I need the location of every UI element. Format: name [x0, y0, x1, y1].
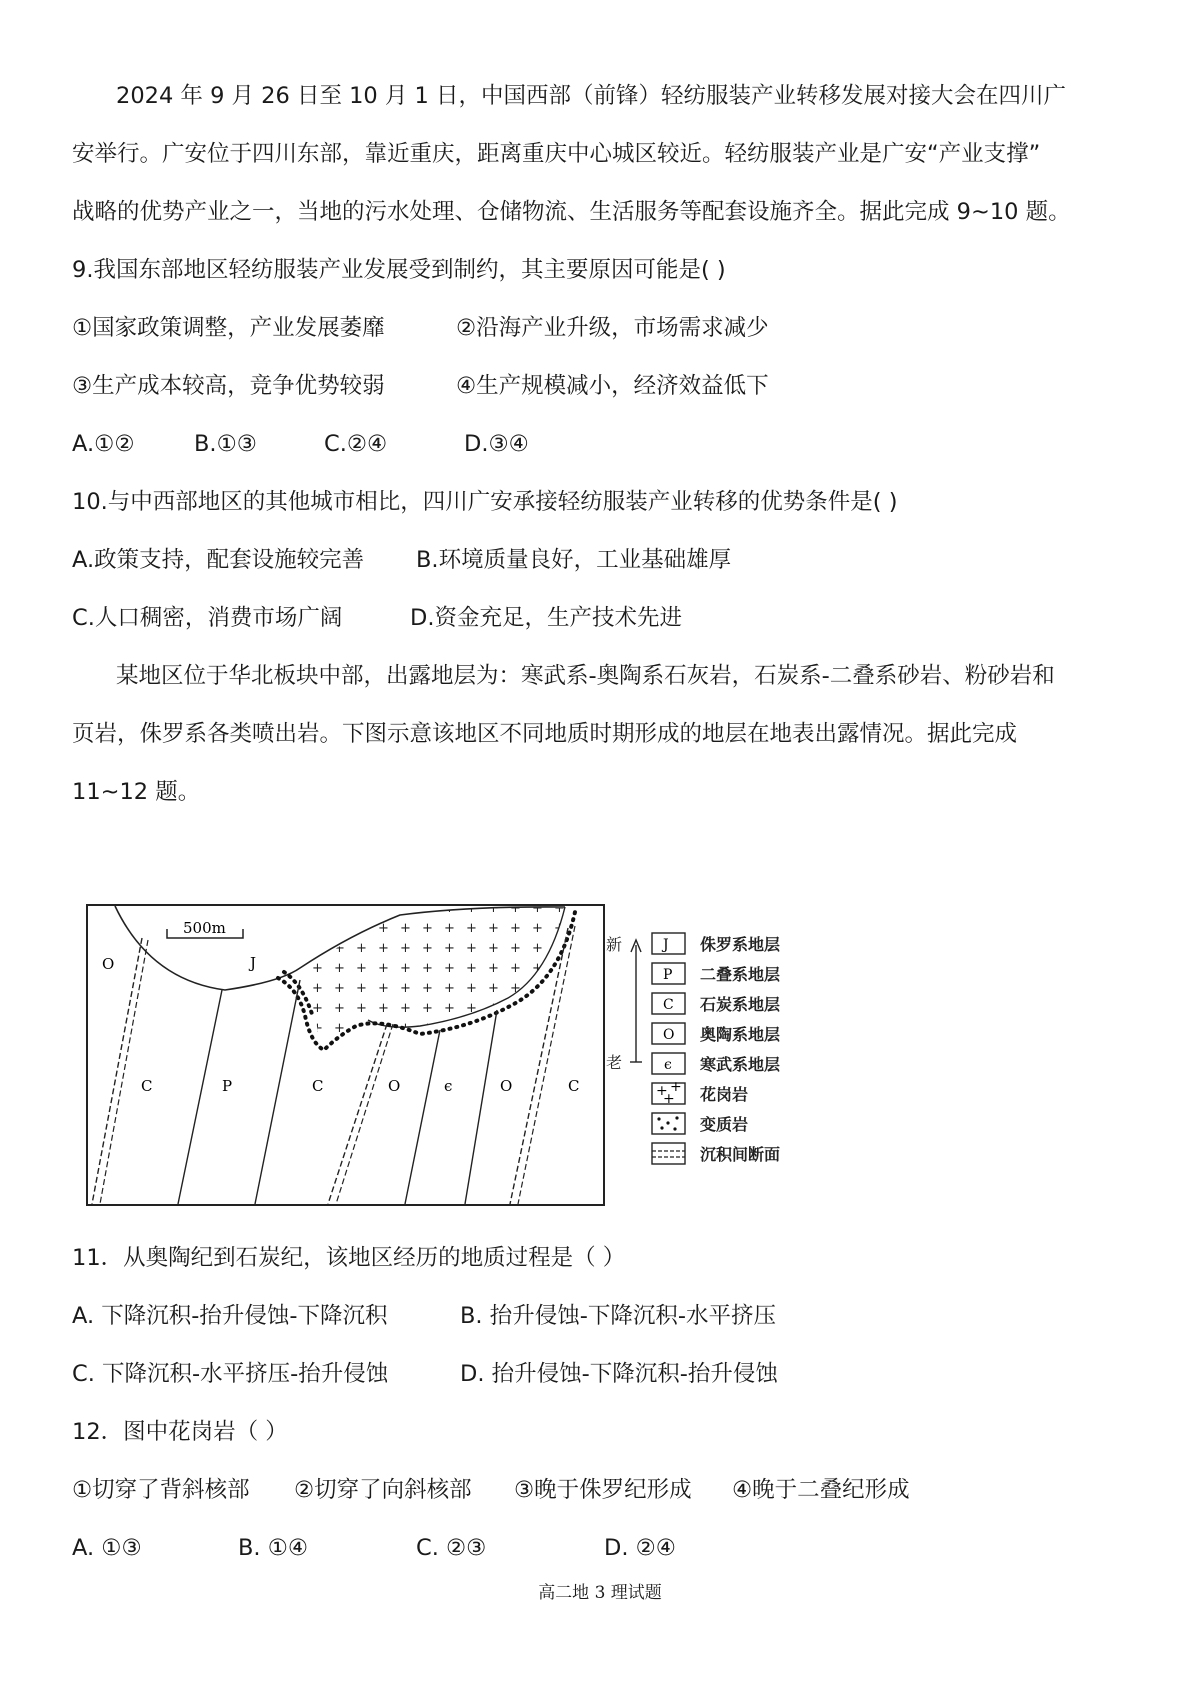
q9-item-1: ①国家政策调整，产业发展萎靡 [72, 315, 385, 341]
passage1-line-2: 安举行。广安位于四川东部，靠近重庆，距离重庆中心城区较近。轻纺服装产业是广安“产业支撑” [72, 141, 1041, 167]
strata-label-c-1: C [141, 1077, 153, 1095]
q9-option-c: C.②④ [324, 431, 388, 457]
svg-text:奥陶系地层: 奥陶系地层 [700, 1025, 781, 1044]
legend-item-granite [652, 1079, 748, 1107]
q12-item-3: ③晚于侏罗纪形成 [514, 1477, 692, 1503]
strata-label-o-left: O [102, 955, 115, 973]
q9-option-a: A.①② [72, 431, 135, 457]
passage2-line-2: 页岩，侏罗系各类喷出岩。下图示意该地区不同地质时期形成的地层在地表出露情况。据此完成 [72, 721, 1018, 747]
q10-option-a: A.政策支持，配套设施较完善 [72, 547, 365, 573]
unconformity-line-1 [92, 938, 142, 1204]
svg-text:є: є [664, 1057, 672, 1073]
svg-text:沉积间断面: 沉积间断面 [700, 1145, 781, 1164]
q11-option-b: B. 抬升侵蚀-下降沉积-水平挤压 [460, 1303, 776, 1329]
legend-item-permian [652, 963, 780, 984]
strata-line-3 [405, 1030, 440, 1204]
unconformity-line-2 [328, 1024, 387, 1204]
svg-text:寒武系地层: 寒武系地层 [700, 1055, 781, 1074]
legend-item-unconformity [652, 1143, 780, 1164]
legend-item-cambrian [652, 1053, 780, 1074]
strata-line-2 [255, 980, 300, 1204]
strata-label-cambrian: є [444, 1077, 453, 1095]
strata-line-4 [465, 1010, 497, 1204]
passage1-line-3: 战略的优势产业之一，当地的污水处理、仓储物流、生活服务等配套设施齐全。据此完成 9~10 题。 [72, 199, 1071, 225]
q12-item-2: ②切穿了向斜核部 [294, 1477, 472, 1503]
passage2-line-1: 某地区位于华北板块中部，出露地层为：寒武系-奥陶系石灰岩，石炭系-二叠系砂岩、粉砂岩和 [116, 663, 1055, 689]
svg-text:+: + [670, 1079, 682, 1095]
svg-text:P: P [663, 967, 673, 983]
q12-option-c: C. ②③ [416, 1535, 487, 1561]
question-12-stem: 12．图中花岗岩（ ） [72, 1419, 288, 1445]
q12-option-b: B. ①④ [238, 1535, 309, 1561]
q9-item-2: ②沿海产业升级，市场需求减少 [456, 315, 769, 341]
granite-area [300, 908, 565, 1046]
svg-text:变质岩: 变质岩 [700, 1115, 749, 1134]
legend-axis-new: 新 [606, 935, 623, 954]
strata-label-c-3: C [568, 1077, 580, 1095]
legend-item-carboniferous [652, 993, 780, 1014]
q12-item-1: ①切穿了背斜核部 [72, 1477, 250, 1503]
svg-text:J: J [663, 937, 669, 953]
q9-item-3: ③生产成本较高，竞争优势较弱 [72, 373, 385, 399]
question-9-stem: 9.我国东部地区轻纺服装产业发展受到制约，其主要原因可能是( ) [72, 257, 726, 283]
scale-label: 500m [183, 919, 226, 937]
question-10-stem: 10.与中西部地区的其他城市相比，四川广安承接轻纺服装产业转移的优势条件是( ) [72, 489, 898, 515]
strata-label-j: J [250, 954, 257, 972]
legend-axis-old: 老 [606, 1053, 623, 1072]
q10-option-b: B.环境质量良好，工业基础雄厚 [416, 547, 732, 573]
strata-line-1 [178, 990, 222, 1204]
q12-item-4: ④晚于二叠纪形成 [732, 1477, 910, 1503]
page-footer: 高二地 3 理试题 [538, 1583, 662, 1603]
granite-plus-icon: + [656, 1083, 668, 1099]
legend-item-ordovician [652, 1023, 780, 1044]
svg-text:O: O [663, 1027, 675, 1043]
strata-label-p: P [222, 1077, 233, 1095]
unconformity-line-1b [100, 940, 148, 1204]
legend-item-jurassic [652, 933, 780, 954]
svg-text:侏罗系地层: 侏罗系地层 [700, 935, 781, 954]
passage2-line-3: 11~12 题。 [72, 779, 201, 805]
q9-item-4: ④生产规模减小，经济效益低下 [456, 373, 769, 399]
svg-text:+: + [663, 1091, 675, 1107]
q12-option-a: A. ①③ [72, 1535, 142, 1561]
legend-item-metamorphic [652, 1113, 748, 1134]
svg-text:石炭系地层: 石炭系地层 [700, 995, 781, 1014]
q9-option-d: D.③④ [464, 431, 529, 457]
question-11-stem: 11．从奥陶纪到石炭纪，该地区经历的地质过程是（ ） [72, 1245, 626, 1271]
strata-label-c-2: C [312, 1077, 324, 1095]
q11-option-c: C. 下降沉积-水平挤压-抬升侵蚀 [72, 1361, 389, 1387]
svg-text:二叠系地层: 二叠系地层 [700, 965, 781, 984]
q12-option-d: D. ②④ [604, 1535, 676, 1561]
svg-text:花岗岩: 花岗岩 [700, 1085, 749, 1104]
q11-option-d: D. 抬升侵蚀-下降沉积-抬升侵蚀 [460, 1361, 778, 1387]
q10-option-c: C.人口稠密，消费市场广阔 [72, 605, 343, 631]
strata-label-o-1: O [388, 1077, 401, 1095]
q10-option-d: D.资金充足，生产技术先进 [410, 605, 682, 631]
unconformity-line-2b [336, 1024, 393, 1204]
passage1-line-1: 2024 年 9 月 26 日至 10 月 1 日，中国西部（前锋）轻纺服装产业转移发展对接大会在四川广 [116, 83, 1067, 109]
q11-option-a: A. 下降沉积-抬升侵蚀-下降沉积 [72, 1303, 388, 1329]
q9-option-b: B.①③ [194, 431, 257, 457]
strata-label-o-2: O [500, 1077, 513, 1095]
svg-text:C: C [663, 997, 674, 1013]
